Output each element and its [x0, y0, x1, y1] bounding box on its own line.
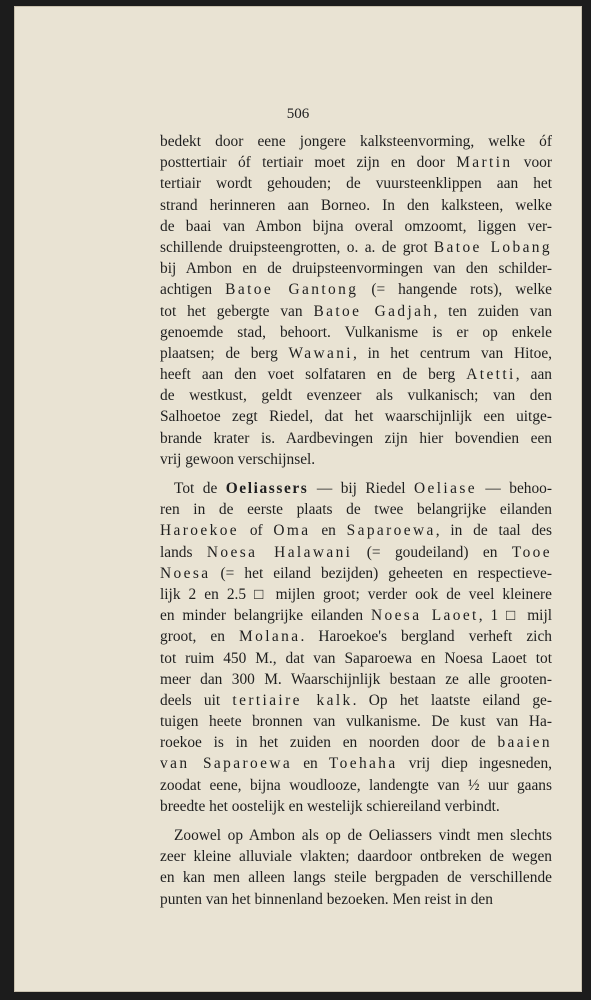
emphasized-term: Atetti: [466, 366, 516, 384]
text-line: [160, 279, 552, 300]
text-run: (= goudeiland) en: [352, 543, 512, 561]
text-run: en kan men alleen langs steile bergpaden de verschillende: [160, 869, 552, 887]
text-run: bedekt door eene jongere kalksteenvorming, welke óf: [160, 133, 552, 150]
emphasized-term: Toehaha: [328, 755, 398, 773]
text-line: [160, 520, 552, 541]
text-line: [160, 237, 552, 258]
text-run: achtigen: [160, 281, 226, 299]
text-line: [160, 478, 552, 499]
text-line: [160, 428, 552, 449]
text-line: [160, 216, 552, 237]
text-run: heeft aan den voet solfataren en de berg: [160, 366, 467, 384]
text-line: [160, 131, 552, 152]
emphasized-term: Tooe: [511, 543, 552, 561]
text-line: [160, 563, 552, 584]
text-run: zoodat eene, bijna woudlooze, landengte van ½ uur gaans: [160, 776, 552, 794]
text-run: , in de taal des: [435, 522, 552, 540]
text-line: [160, 258, 552, 279]
emphasized-term: Molana: [239, 628, 301, 646]
text-run: schillende druipsteengrotten, o. a. de grot: [160, 238, 434, 256]
text-run: bij Ambon en de druipsteenvormingen van den schilder-: [160, 260, 552, 278]
text-line: [160, 605, 552, 626]
text-run: vrij diep ingesneden,: [397, 755, 552, 773]
text-line: [160, 711, 552, 732]
emphasized-term: Saparoewa: [346, 522, 436, 540]
text-run: meer dan 300 M. Waarschijnlijk bestaan ze alle grooten-: [160, 670, 552, 688]
text-run: voor: [512, 154, 552, 172]
paragraph-gap: [160, 817, 552, 825]
text-run: (= hangende rots), welke: [358, 281, 553, 299]
paragraph-gap: [160, 470, 552, 478]
text-line: [160, 499, 552, 520]
paragraph: [160, 478, 552, 817]
emphasized-term: Noesa Halawani: [206, 543, 353, 561]
text-run: . Op het laatste eiland ge-: [352, 691, 552, 709]
text-line: [160, 867, 552, 888]
emphasized-term: Batoe Gantong: [225, 281, 359, 299]
text-line: [160, 690, 552, 711]
text-line: [160, 775, 552, 796]
emphasized-term: Oeliase: [414, 480, 477, 497]
text-run: , in het centrum van Hitoe,: [352, 344, 552, 362]
text-run: tertiair wordt gehouden; de vuursteenklippen aan het: [160, 175, 552, 193]
text-line: [160, 449, 552, 470]
text-run: brande krater is. Aardbevingen zijn hier bovendien een: [160, 429, 552, 447]
text-run: breedte het oostelijk en westelijk schiereiland verbindt.: [160, 797, 500, 815]
emphasized-term: van Saparoewa: [160, 755, 293, 773]
text-line: [160, 406, 552, 427]
emphasized-term: Batoe Lobang: [433, 238, 553, 256]
text-run: (= het eiland bezijden) geheeten en respectieve-: [210, 564, 552, 582]
text-line: [160, 825, 552, 846]
book-page: [14, 6, 582, 992]
text-run: deels uit: [160, 691, 233, 709]
text-line: [160, 152, 552, 173]
text-line: [160, 796, 552, 817]
emphasized-term: Oma: [273, 522, 311, 540]
text-run: , 1 □ mijl: [478, 607, 552, 625]
text-run: , ten zuiden van: [433, 302, 552, 320]
text-run: posttertiair óf tertiair moet zijn en door: [160, 154, 457, 172]
text-run: en: [310, 522, 347, 540]
text-run: roekoe is in het zuiden en noorden door de: [160, 734, 498, 752]
page-number: 506: [286, 106, 310, 122]
text-run: vrij gewoon verschijnsel.: [160, 450, 316, 468]
text-line: [160, 195, 552, 216]
emphasized-term: Noesa Laoet: [370, 607, 479, 625]
text-run: tot ruim 450 M., dat van Saparoewa en Noesa Laoet tot: [160, 649, 552, 667]
text-run: lijk 2 en 2.5 □ mijlen groot; verder ook de veel kleinere: [160, 585, 552, 603]
emphasized-term: Noesa: [160, 564, 211, 582]
text-line: [160, 173, 552, 194]
text-run: of: [239, 522, 274, 540]
text-line: [160, 542, 552, 563]
text-run: lands: [160, 543, 207, 561]
text-run: de westkust, geldt evenzeer als vulkanisch; van den: [160, 387, 552, 405]
emphasized-term: Wawani: [288, 344, 353, 362]
text-line: [160, 301, 552, 322]
paragraph: [160, 131, 552, 470]
text-run: , aan: [515, 366, 552, 384]
text-run: — bij Riedel: [308, 480, 415, 497]
text-run: zeer kleine alluviale vlakten; daardoor ontbreken de wegen: [160, 848, 552, 866]
text-line: [160, 322, 552, 343]
text-run: strand herinneren aan Borneo. In den kalksteen, welke: [160, 196, 552, 214]
emphasized-term: Martin: [456, 154, 513, 172]
text-run: tuigen heete bronnen van vulkanisme. De kust van Ha-: [160, 713, 552, 731]
text-line: [160, 669, 552, 690]
text-line: [160, 846, 552, 867]
text-line: [160, 584, 552, 605]
text-line: [160, 648, 552, 669]
emphasized-term: tertiaire kalk: [232, 691, 353, 709]
text-run: groot, en: [160, 628, 240, 646]
text-run: Salhoetoe zegt Riedel, dat het waarschijnlijk een uitge-: [160, 408, 552, 426]
emphasized-term: baaien: [497, 734, 552, 752]
text-run: . Haroekoe's bergland verheft zich: [300, 628, 552, 646]
text-run: de baai van Ambon bijna overal omzoomt, liggen ver-: [160, 217, 552, 235]
text-line: [160, 385, 552, 406]
body-text: [160, 131, 552, 910]
paragraph: [160, 825, 552, 910]
text-run: en: [292, 755, 329, 773]
text-line: [160, 732, 552, 753]
text-run: genoemde stad, behoort. Vulkanisme is er op enkele: [160, 323, 552, 341]
text-line: [160, 343, 552, 364]
text-run: plaatsen; de berg: [160, 344, 289, 362]
text-run: — behoo-: [476, 480, 552, 497]
text-line: [160, 626, 552, 647]
emphasized-term: Oeliassers: [225, 480, 309, 497]
text-line: [160, 753, 552, 774]
emphasized-term: Batoe Gadjah: [313, 302, 434, 320]
text-run: ren in de eerste plaats de twee belangrijke eilanden: [160, 501, 552, 519]
text-run: tot het gebergte van: [160, 302, 314, 320]
text-run: en minder belangrijke eilanden: [160, 607, 371, 625]
text-line: [160, 889, 552, 910]
text-line: [160, 364, 552, 385]
emphasized-term: Haroekoe: [160, 522, 240, 540]
text-run: Tot de: [174, 480, 226, 497]
text-run: Zoowel op Ambon als op de Oeliassers vindt men slechts: [174, 827, 552, 844]
text-run: punten van het binnenland bezoeken. Men reist in den: [160, 890, 493, 908]
